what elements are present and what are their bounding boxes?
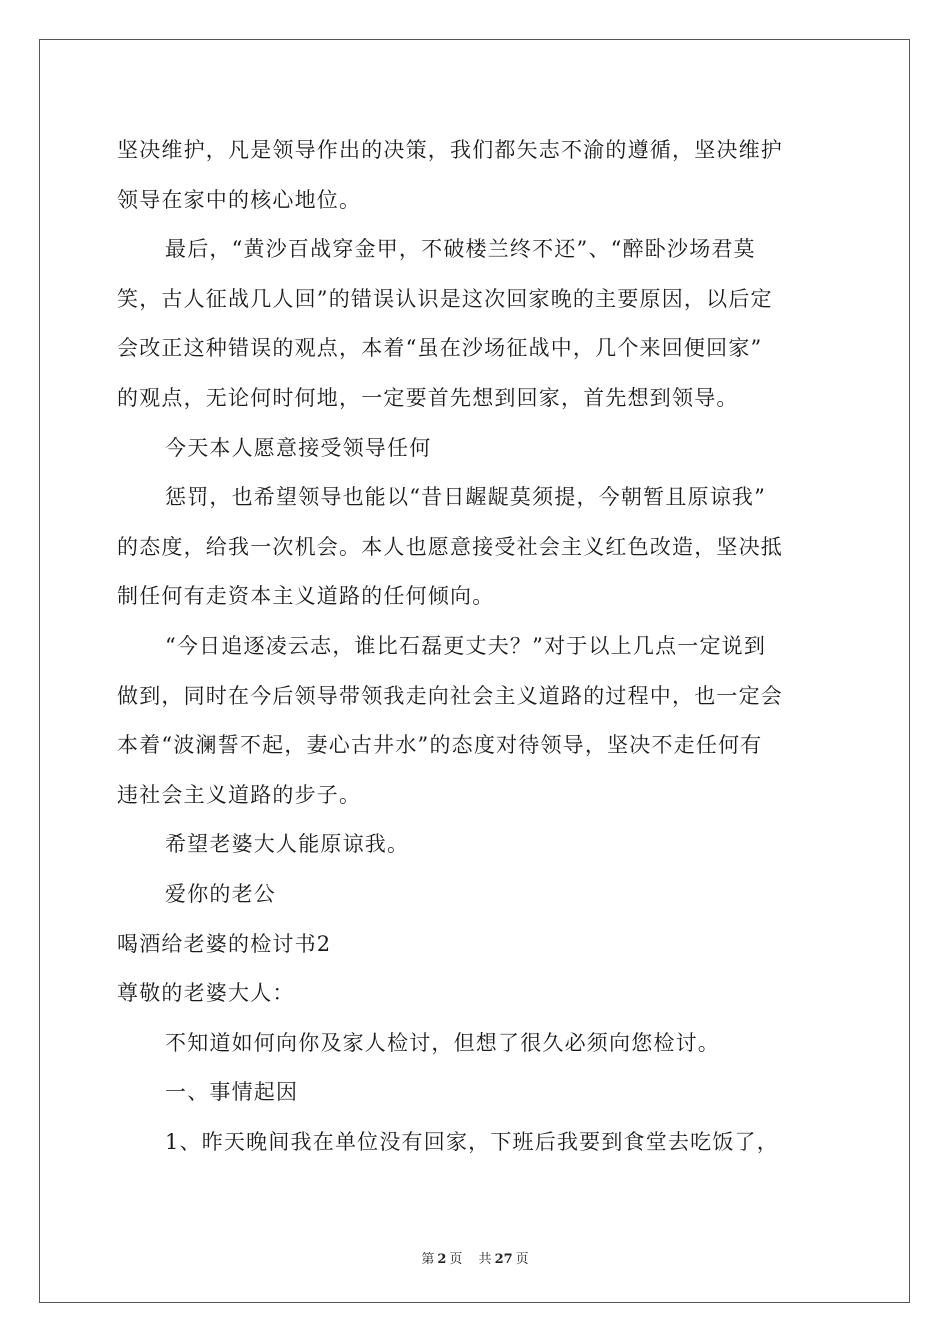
text-line: 最后，“黄沙百战穿金甲，不破楼兰终不还”、“醉卧沙场君莫 (165, 237, 756, 262)
text-line: 惩罚，也希望领导也能以“昔日龌龊莫须提，今朝暂且原谅我” (165, 485, 767, 510)
text-line: 会改正这种错误的观点，本着“虽在沙场征战中，几个来回便回家” (117, 336, 763, 361)
text-line: 坚决维护，凡是领导作出的决策，我们都矢志不渝的遵循，坚决维护 (117, 138, 783, 162)
text-line: 本着“波澜誓不起，妻心古井水”的态度对待领导，坚决不走任何有 (117, 733, 763, 758)
text-line: 领导在家中的核心地位。 (117, 187, 362, 212)
text-line: 违社会主义道路的步子。 (117, 782, 362, 807)
salutation: 尊敬的老婆大人： (117, 981, 295, 1006)
text-line: 希望老婆大人能原谅我。 (165, 832, 410, 857)
page-number: 2 (437, 1252, 447, 1267)
text-line: 的态度，给我一次机会。本人也愿意接受社会主义红色改造，坚决抵 (117, 534, 783, 559)
section-title: 喝酒给老婆的检讨书2 (117, 931, 332, 956)
total-pages-indicator: 共 27 页 (478, 1252, 529, 1267)
page-indicator: 第 2 页 (421, 1252, 463, 1267)
text-line: 的观点，无论何时何地，一定要首先想到回家，首先想到领导。 (117, 385, 739, 410)
total-pages: 27 (494, 1252, 513, 1267)
page-footer (0, 1248, 950, 1267)
text-line: 做到，同时在今后领导带领我走向社会主义道路的过程中，也一定会 (117, 683, 783, 708)
text-line: “今日追逐凌云志，谁比石磊更丈夫？”对于以上几点一定说到 (165, 633, 767, 658)
signature-line: 爱你的老公 (165, 881, 276, 906)
document-body (117, 126, 833, 1167)
text-line: 今天本人愿意接受领导任何 (165, 435, 432, 460)
text-line: 1、昨天晚间我在单位没有回家，下班后我要到食堂去吃饭了， (165, 1129, 779, 1154)
text-line: 不知道如何向你及家人检讨，但想了很久必须向您检讨。 (165, 1030, 720, 1055)
text-line: 制任何有走资本主义道路的任何倾向。 (117, 584, 495, 609)
section-heading: 一、事情起因 (165, 1080, 299, 1105)
text-line: 笑，古人征战几人回”的错误认识是这次回家晚的主要原因，以后定 (117, 286, 773, 311)
